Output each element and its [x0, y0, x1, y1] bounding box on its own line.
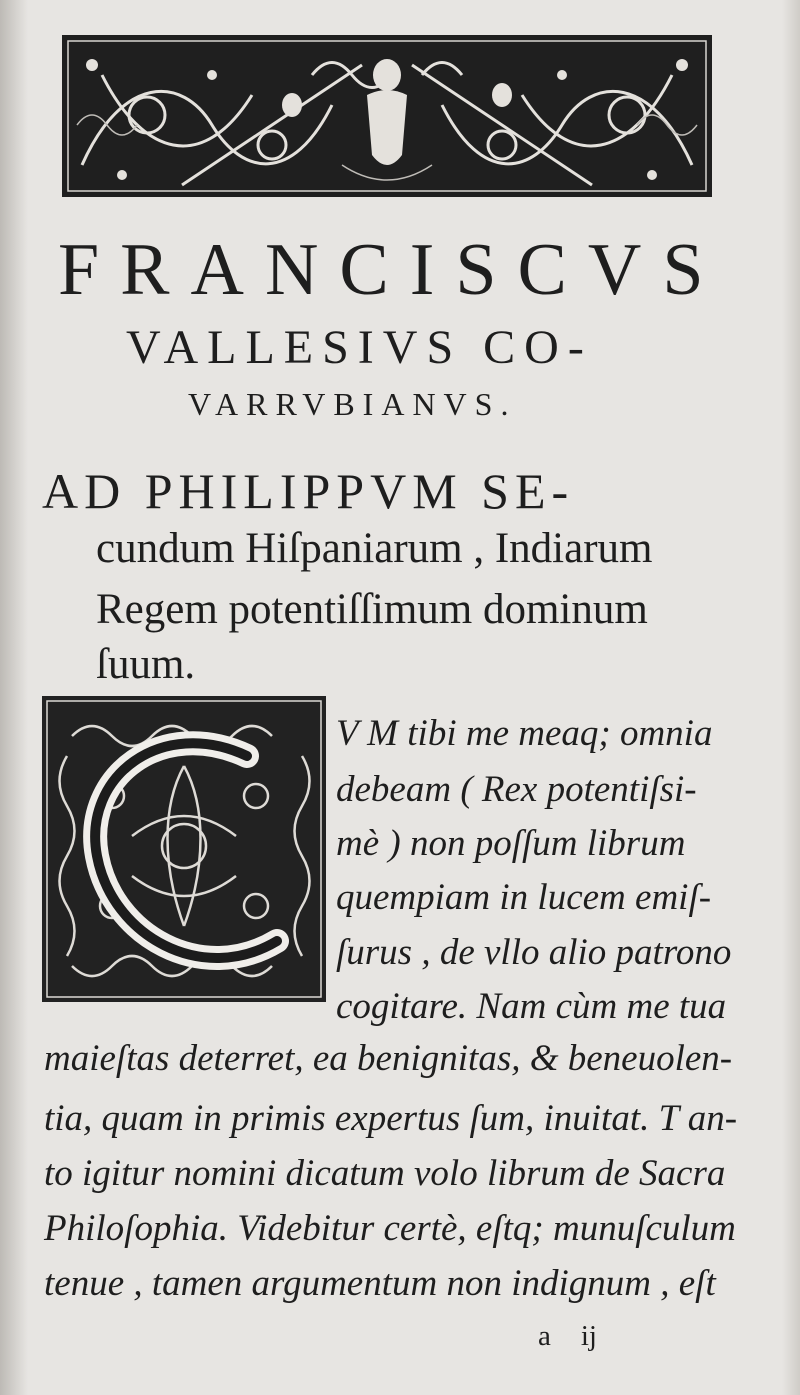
signature-number: ij [580, 1320, 597, 1352]
body-line: maieſtas deterret, ea benignitas, & beneuolen- [44, 1038, 733, 1079]
body-line: mè ) non poſſum librum [336, 823, 686, 864]
dedication-line-4: ſuum. [96, 641, 196, 688]
body-line: tia, quam in primis expertus ſum, inuitat. T an- [44, 1098, 738, 1139]
body-line: quempiam in lucem emiſ- [336, 877, 712, 918]
decorated-initial [42, 696, 326, 1002]
body-line: V M tibi me meaq; omnia [336, 713, 713, 754]
title-line-3: VARRVBIANVS. [188, 386, 517, 422]
dedication-line-2: cundum Hiſpaniarum , Indiarum [96, 525, 653, 572]
ornamental-headpiece-icon [62, 35, 712, 197]
signature-letter: a [538, 1320, 551, 1352]
dedication-line-3: Regem potentiſſimum dominum [96, 586, 648, 633]
title-line-1: FRANCISCVS [58, 229, 725, 311]
title-line-2: VALLESIVS CO- [126, 321, 593, 374]
body-line: to igitur nomini dicatum volo librum de Sacra [44, 1153, 726, 1194]
page-gutter-shadow [0, 0, 28, 1395]
signature-mark [538, 1320, 627, 1353]
page-edge-shadow [782, 0, 800, 1395]
decorated-initial-c-icon [42, 696, 326, 1002]
body-line: ſurus , de vllo alio patrono [336, 932, 732, 973]
body-line: debeam ( Rex potentiſsi- [336, 769, 697, 810]
body-line: tenue , tamen argumentum non indignum , eſt [44, 1263, 716, 1304]
dedication-heading: AD PHILIPPVM SE- [42, 463, 575, 519]
body-line: cogitare. Nam cùm me tua [336, 986, 727, 1027]
body-line: Philoſophia. Videbitur certè, eſtq; munuſculum [44, 1208, 736, 1249]
